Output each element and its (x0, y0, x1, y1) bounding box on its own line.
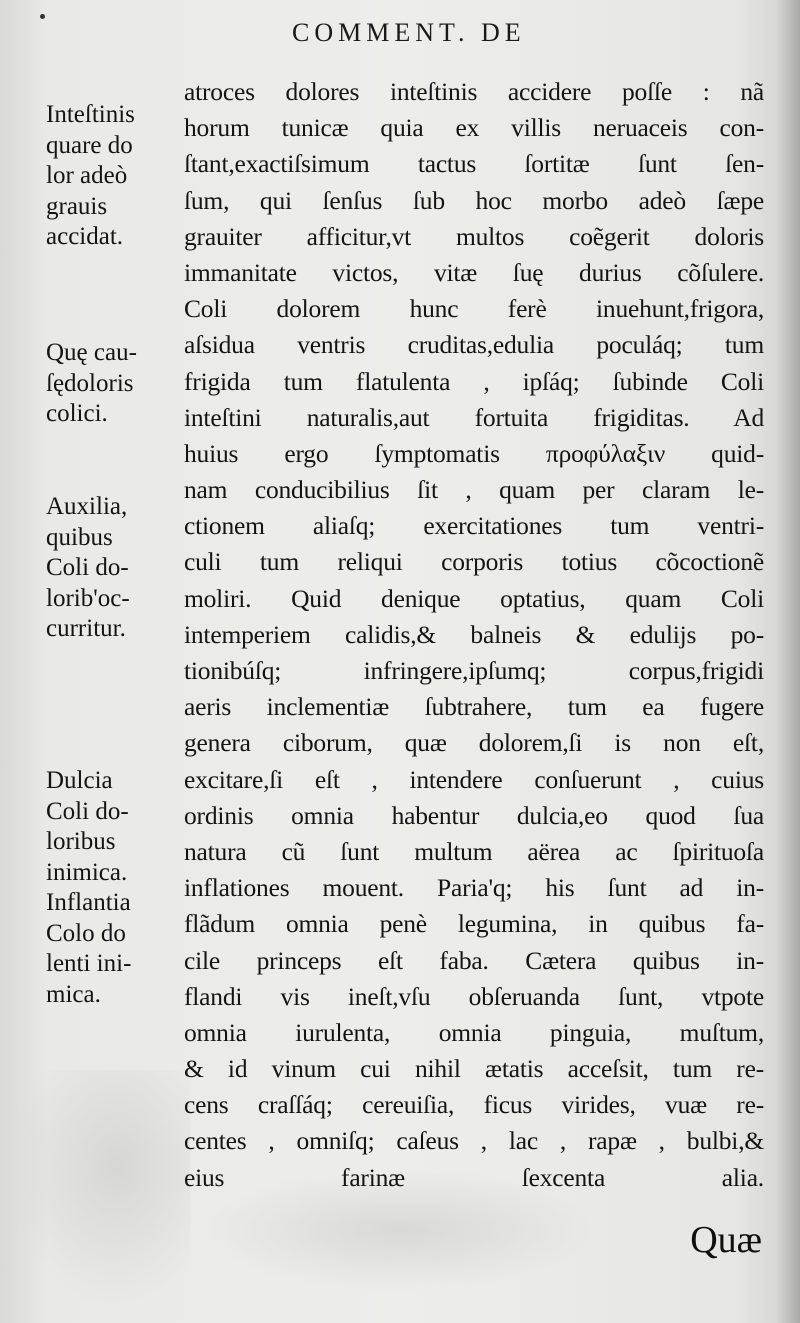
text-line: flãdum omnia penè legumina, in quibus fa- (184, 909, 764, 939)
margin-note-line: Quę cau- (46, 339, 137, 366)
margin-note-line: quibus (46, 523, 113, 551)
ink-dot (40, 14, 45, 19)
margin-note-line: mica. (46, 980, 101, 1008)
margin-note-line: ſędoloris (46, 369, 134, 397)
margin-note-line: lorib'oc- (46, 584, 130, 612)
text-line: culi tum reliqui corporis totius cõcoctionẽ (184, 547, 764, 577)
text-line: natura cũ ſunt multum aërea ac ſpirituoſa (184, 836, 764, 866)
margin-note-line: Colo do (46, 919, 126, 947)
text-line: inteſtini naturalis,aut fortuita frigiditas. Ad (184, 402, 764, 432)
margin-note-line: Inflantia (46, 889, 131, 916)
text-line: ſum, qui ſenſus ſub hoc morbo adeò ſæpe (184, 185, 764, 215)
text-line: nam conducibilius ſit , quam per claram le- (184, 475, 764, 505)
margin-note-intestinis (46, 100, 135, 253)
margin-note-line: Dulcia (46, 767, 113, 794)
text-line: cens craſſáq; cereuiſia, ficus virides, vuæ re- (184, 1090, 764, 1120)
text-line: cile princeps eſt faba. Cætera quibus in- (184, 945, 764, 975)
margin-note-line: accidat. (46, 223, 124, 250)
margin-note-line: inimica. (46, 858, 128, 886)
margin-note-line: Auxilia, (46, 493, 128, 520)
text-line: huius ergo ſymptomatis προφύλαξιν quid- (184, 438, 764, 468)
margin-note-line: lenti ini- (46, 950, 132, 977)
page-edge-shadow (776, 0, 800, 1323)
text-line: omnia iurulenta, omnia pinguia, muſtum, (184, 1017, 764, 1047)
margin-note-line: lor adeò (46, 162, 128, 189)
text-line: aſsidua ventris cruditas,edulia poculáq; tum (184, 330, 764, 360)
text-line: atroces dolores inteſtinis accidere poſſe : nã (184, 77, 764, 106)
margin-note-line: quare do (46, 131, 133, 159)
text-line: moliri. Quid denique optatius, quam Coli (184, 583, 764, 613)
text-line: ctionem aliaſq; exercitationes tum ventri- (184, 511, 764, 541)
main-text-block (184, 74, 764, 1196)
text-line: excitare,ſi eſt , intendere conſuerunt , cuius (184, 764, 764, 794)
margin-note-line: Inteſtinis (46, 101, 135, 128)
margin-note-auxilia (46, 492, 130, 645)
text-line: intemperiem calidis,& balneis & edulijs po- (184, 619, 764, 649)
text-line: inflationes mouent. Paria'q; his ſunt ad in- (184, 873, 764, 903)
text-line: & id vinum cui nihil ætatis acceſsit, tum re- (184, 1054, 764, 1084)
show-through-smudge (10, 1070, 190, 1310)
margin-note-line: loribus (46, 828, 116, 855)
text-line: tionibúſq; infringere,ipſumq; corpus,frigidi (184, 656, 764, 685)
text-line: grauiter afficitur,vt multos coẽgerit doloris (184, 221, 764, 251)
margin-note-causae (46, 338, 137, 430)
text-line: eius farinæ ſexcenta alia. (184, 1162, 764, 1192)
margin-note-line: curritur. (46, 615, 126, 642)
text-line: centes , omniſq; caſeus , lac , rapæ , bulbi,& (184, 1126, 764, 1156)
text-line: flandi vis ineſt,vſu obſeruanda ſunt, vtpote (184, 981, 764, 1011)
text-line: Coli dolorem hunc ferè inuehunt,frigora, (184, 294, 764, 324)
margin-note-line: colici. (46, 400, 108, 427)
text-line: ordinis omnia habentur dulcia,eo quod ſua (184, 800, 764, 830)
text-line: immanitate victos, vitæ ſuę durius cõſulere. (184, 257, 764, 287)
margin-note-dulcia (46, 766, 131, 1010)
margin-note-line: Coli do- (46, 554, 129, 581)
text-line: frigida tum flatulenta , ipſáq; ſubinde Coli (184, 366, 764, 396)
text-line: genera ciborum, quæ dolorem,ſi is non eſt, (184, 728, 764, 758)
text-line: aeris inclementiæ ſubtrahere, tum ea fugere (184, 692, 764, 722)
text-line: horum tunicæ quia ex villis neruaceis con- (184, 113, 764, 143)
margin-note-line: grauis (46, 192, 108, 220)
running-header: COMMENT. DE (292, 18, 526, 47)
margin-note-line: Coli do- (46, 797, 129, 825)
catchword: Quæ (690, 1219, 762, 1261)
text-line: ſtant,exactiſsimum tactus ſortitæ ſunt ſen- (184, 149, 764, 179)
